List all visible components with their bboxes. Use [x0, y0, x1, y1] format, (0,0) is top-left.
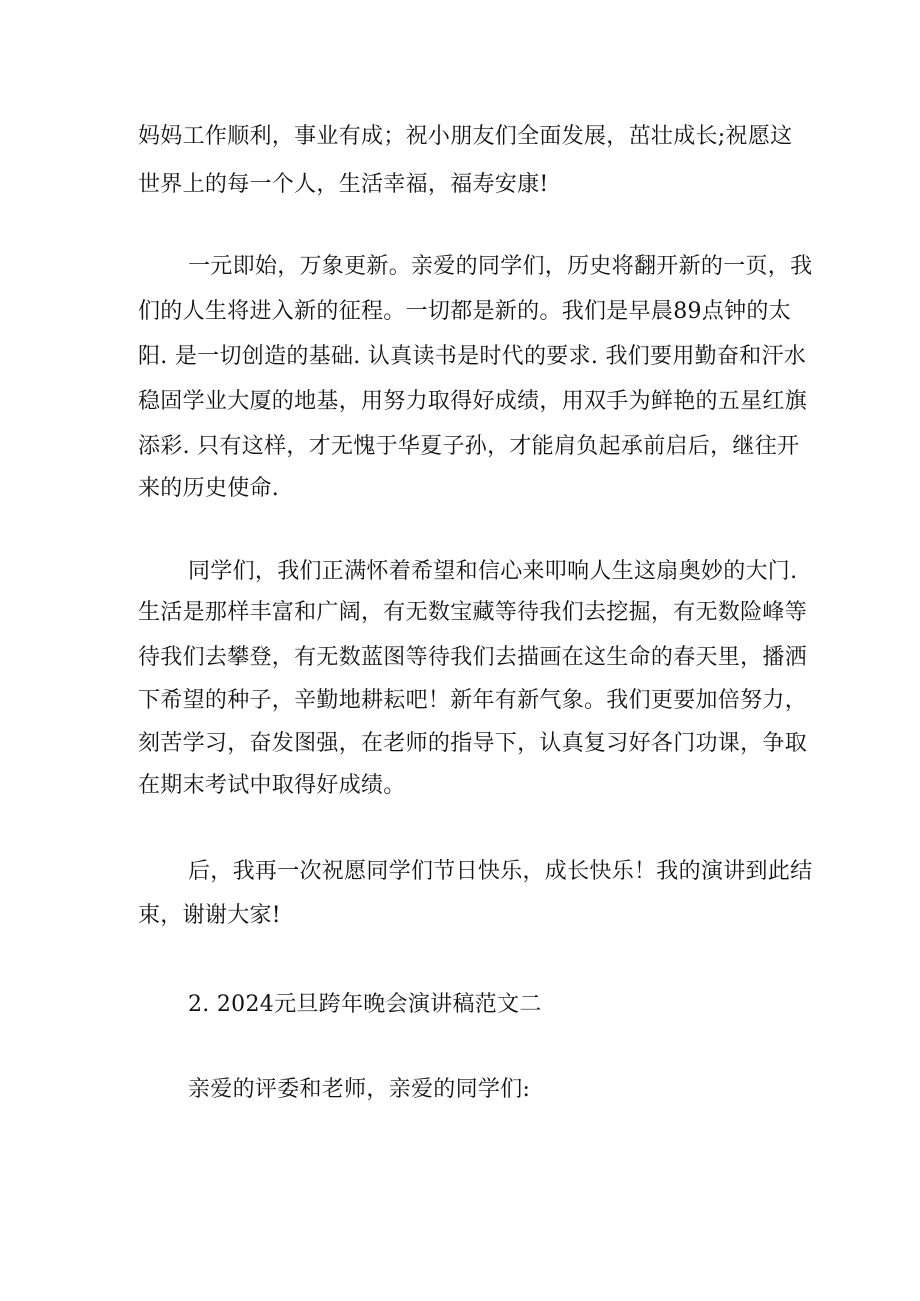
paragraph-2-line-5: 添彩. 只有这样，才无愧于华夏子孙，才能肩负起承前启后，继往开: [138, 434, 800, 459]
paragraph-2-line-4: 稳固学业大厦的地基，用努力取得好成绩，用双手为鲜艳的五星红旗: [138, 389, 808, 414]
paragraph-1-line-2: 世界上的每一个人，生活幸福，福寿安康!: [138, 172, 549, 197]
section-heading: 2. 2024元旦跨年晚会演讲稿范文二: [188, 992, 542, 1017]
paragraph-3-line-2: 生活是那样丰富和广阔，有无数宝藏等待我们去挖掘，有无数险峰等: [138, 600, 808, 625]
paragraph-2-line-1: 一元即始，万象更新。亲爱的同学们，历史将翻开新的一页，我: [188, 254, 813, 279]
paragraph-1-line-1: 妈妈工作顺利，事业有成；祝小朋友们全面发展，茁壮成长;祝愿这: [138, 124, 793, 149]
paragraph-3-line-4: 下希望的种子，辛勤地耕耘吧！新年有新气象。我们更要加倍努力，: [138, 688, 808, 713]
paragraph-2-line-2: 们的人生将进入新的征程。一切都是新的。我们是早晨89点钟的太: [138, 299, 791, 324]
paragraph-2-line-6: 来的历史使命.: [138, 476, 280, 501]
paragraph-2-line-3: 阳. 是一切创造的基础. 认真读书是时代的要求. 我们要用勤奋和汗水: [138, 344, 807, 369]
paragraph-4-line-2: 束，谢谢大家!: [138, 903, 281, 928]
paragraph-3-line-1: 同学们，我们正满怀着希望和信心来叩响人生这扇奥妙的大门.: [188, 559, 798, 584]
paragraph-3-line-6: 在期末考试中取得好成绩。: [138, 773, 406, 798]
paragraph-4-line-1: 后，我再一次祝愿同学们节日快乐，成长快乐！我的演讲到此结: [188, 859, 813, 884]
paragraph-3-line-3: 待我们去攀登，有无数蓝图等待我们去描画在这生命的春天里，播洒: [138, 645, 808, 670]
paragraph-3-line-5: 刻苦学习，奋发图强，在老师的指导下，认真复习好各门功课，争取: [138, 731, 808, 756]
salutation: 亲爱的评委和老师，亲爱的同学们:: [188, 1077, 531, 1102]
